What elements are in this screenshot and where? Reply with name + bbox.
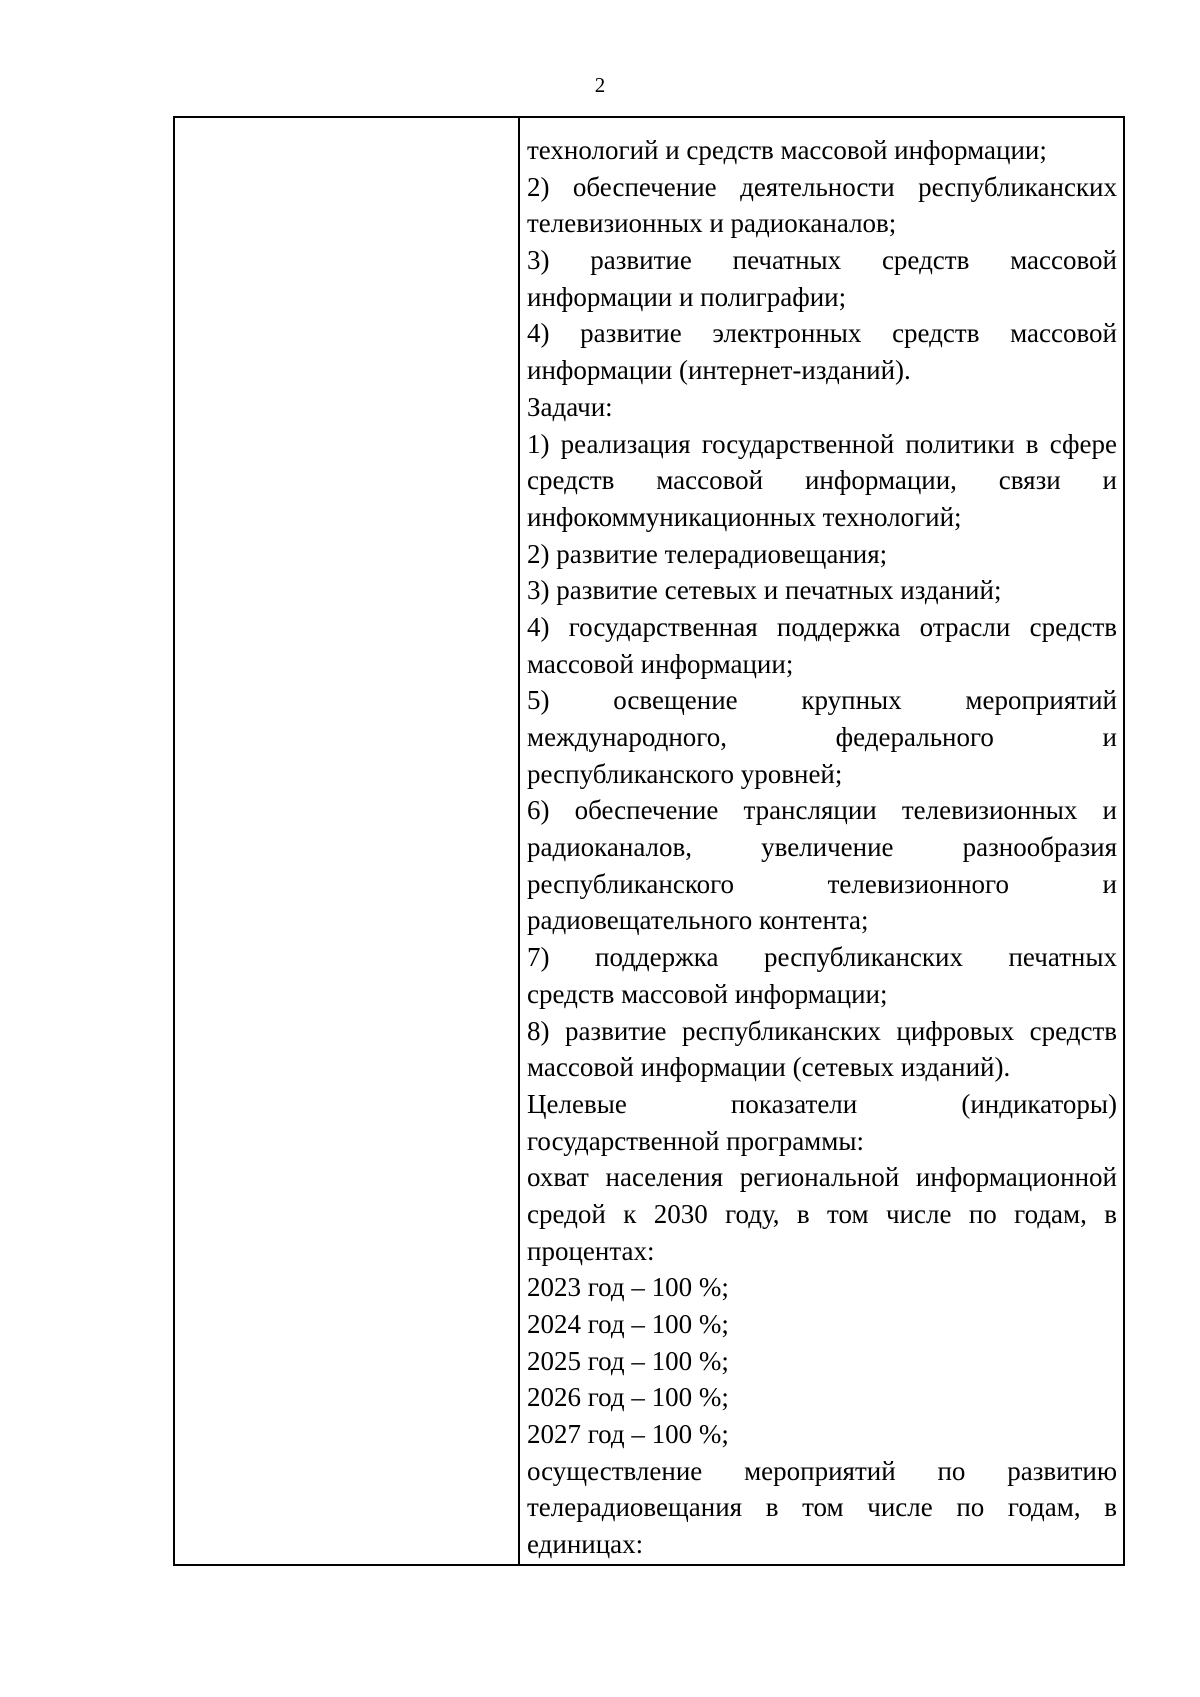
text-line: 2) развитие телерадиовещания;: [527, 538, 888, 569]
text-line: 6) обеспечение трансляции телевизионных и: [527, 795, 1117, 826]
text-line: государственной программы:: [527, 1125, 864, 1156]
table-left-cell: [175, 118, 520, 1564]
text-line: радиоканалов, увеличение разнообразия: [527, 832, 1117, 863]
text-line: процентах:: [527, 1235, 655, 1266]
text-line: 8) развитие республиканских цифровых средств: [527, 1015, 1117, 1046]
text-line: Целевые показатели (индикаторы): [527, 1088, 1117, 1119]
text-line: 1) реализация государственной политики в сфере: [527, 428, 1117, 459]
text-line: 2024 год – 100 %;: [527, 1309, 729, 1339]
text-line: республиканского телевизионного и: [527, 868, 1117, 899]
text-line: 2027 год – 100 %;: [527, 1419, 729, 1450]
text-line: радиовещательного контента;: [527, 905, 869, 936]
text-line: 3) развитие печатных средств массовой: [527, 245, 1117, 276]
text-line: телерадиовещания в том числе по годам, в: [527, 1492, 1117, 1523]
text-line: средой к 2030 году, в том числе по годам, в: [527, 1198, 1117, 1229]
text-line: 7) поддержка республиканских печатных: [527, 942, 1117, 973]
text-line: информации (интернет-изданий).: [527, 355, 911, 386]
text-line: инфокоммуникационных технологий;: [527, 501, 962, 532]
text-line: средств массовой информации;: [527, 978, 888, 1009]
text-line: единицах:: [527, 1529, 644, 1560]
text-line: осуществление мероприятий по развитию: [527, 1455, 1117, 1486]
text-line: технологий и средств массовой информации;: [527, 135, 1047, 165]
text-line: 4) государственная поддержка отрасли средств: [527, 611, 1117, 642]
text-line: охват населения региональной информационной: [527, 1162, 1117, 1193]
text-line: международного, федерального и: [527, 722, 1117, 752]
page-number: 2: [594, 73, 606, 97]
text-line: Задачи:: [527, 391, 613, 422]
text-line: 2025 год – 100 %;: [527, 1345, 729, 1376]
text-line: 2026 год – 100 %;: [527, 1382, 729, 1413]
text-line: средств массовой информации, связи и: [527, 465, 1117, 496]
text-line: телевизионных и радиоканалов;: [527, 208, 897, 239]
text-line: массовой информации (сетевых изданий).: [527, 1052, 1011, 1083]
text-line: республиканского уровней;: [527, 758, 843, 789]
text-line: 5) освещение крупных мероприятий: [527, 685, 1117, 716]
table-right-cell: [520, 118, 1123, 1564]
text-line: 2023 год – 100 %;: [527, 1272, 729, 1303]
text-line: 4) развитие электронных средств массовой: [527, 318, 1117, 349]
text-line: массовой информации;: [527, 648, 794, 679]
program-passport-table: [173, 116, 1125, 1566]
text-line: 2) обеспечение деятельности республиканских: [527, 171, 1117, 202]
text-line: информации и полиграфии;: [527, 281, 847, 312]
text-line: 3) развитие сетевых и печатных изданий;: [527, 575, 1002, 606]
